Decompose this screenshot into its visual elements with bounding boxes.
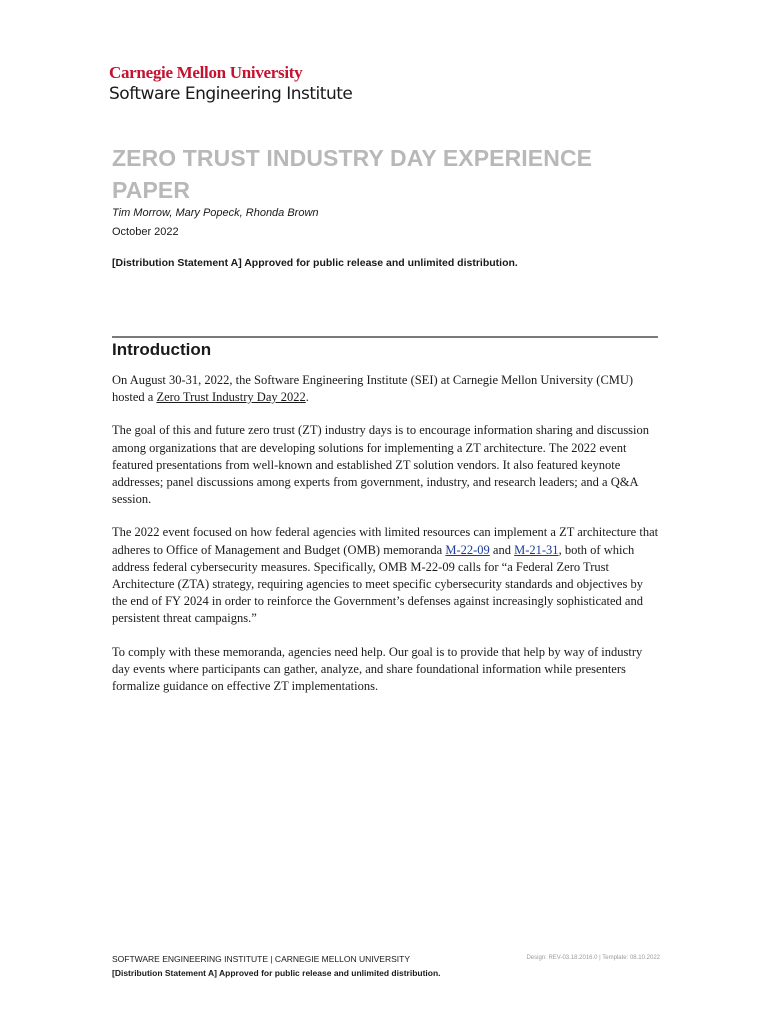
p3-text-after: , both of which address federal cybersecurity measures. Specifically, OMB M-22-09 calls for “a Federal Zero Trust Architecture (ZTA) strategy, requiring agencies to meet specific cybersecurity standards and objectives by the end of FY 2024 in order to reinforce the Government’s defenses against increasingly sophisticated and persistent threat campaigns.”	[112, 542, 643, 626]
footer-design-info: Design: REV-03.18.2016.0 | Template: 08.10.2022	[526, 955, 660, 961]
sei-logo	[109, 63, 352, 105]
zt-industry-day-link[interactable]: Zero Trust Industry Day 2022	[156, 390, 306, 405]
m-21-31-link[interactable]: M-21-31	[514, 542, 559, 557]
p3-text-mid: and	[489, 542, 515, 557]
document-authors: Tim Morrow, Mary Popeck, Rhonda Brown	[112, 207, 319, 219]
introduction-heading: Introduction	[112, 340, 212, 359]
cmu-wordmark: Carnegie Mellon University	[109, 63, 303, 82]
section-divider	[112, 336, 658, 338]
p1-text-after: .	[305, 390, 309, 405]
footer-distribution: [Distribution Statement A] Approved for public release and unlimited distribution.	[112, 968, 441, 978]
paragraph-3	[112, 524, 660, 627]
m-22-09-link[interactable]: M-22-09	[445, 542, 490, 557]
paragraph-1	[112, 372, 660, 406]
document-date: October 2022	[112, 226, 179, 238]
paragraph-4: To comply with these memoranda, agencies need help. Our goal is to provide that help by way of industry day events where participants can gather, analyze, and share foundational information while presenters formalize guidance on effective ZT implementations.	[112, 644, 643, 694]
sei-wordmark: Software Engineering Institute	[109, 84, 353, 104]
page-footer	[112, 952, 512, 980]
document-title: ZERO TRUST INDUSTRY DAY EXPERIENCE PAPER	[112, 145, 593, 203]
p1-text-before: On August 30-31, 2022, the Software Engineering Institute (SEI) at Carnegie Mellon University (CMU) hosted a	[112, 373, 634, 405]
footer-org-line: SOFTWARE ENGINEERING INSTITUTE | CARNEGIE MELLON UNIVERSITY	[112, 954, 411, 964]
paragraph-2: The goal of this and future zero trust (ZT) industry days is to encourage information sharing and discussion among organizations that are developing solutions for implementing a ZT architecture. The 2022 event featured presentations from well-known and established ZT solution vendors. It also featured keynote addresses; panel discussions among experts from government, industry, and research leaders; and a Q&A session.	[112, 423, 650, 507]
introduction-body	[112, 372, 660, 711]
p3-text-before: The 2022 event focused on how federal agencies with limited resources can implement a ZT architecture that adheres to Office of Management and Budget (OMB) memoranda	[112, 525, 659, 557]
distribution-statement: [Distribution Statement A] Approved for public release and unlimited distribution.	[112, 257, 518, 269]
